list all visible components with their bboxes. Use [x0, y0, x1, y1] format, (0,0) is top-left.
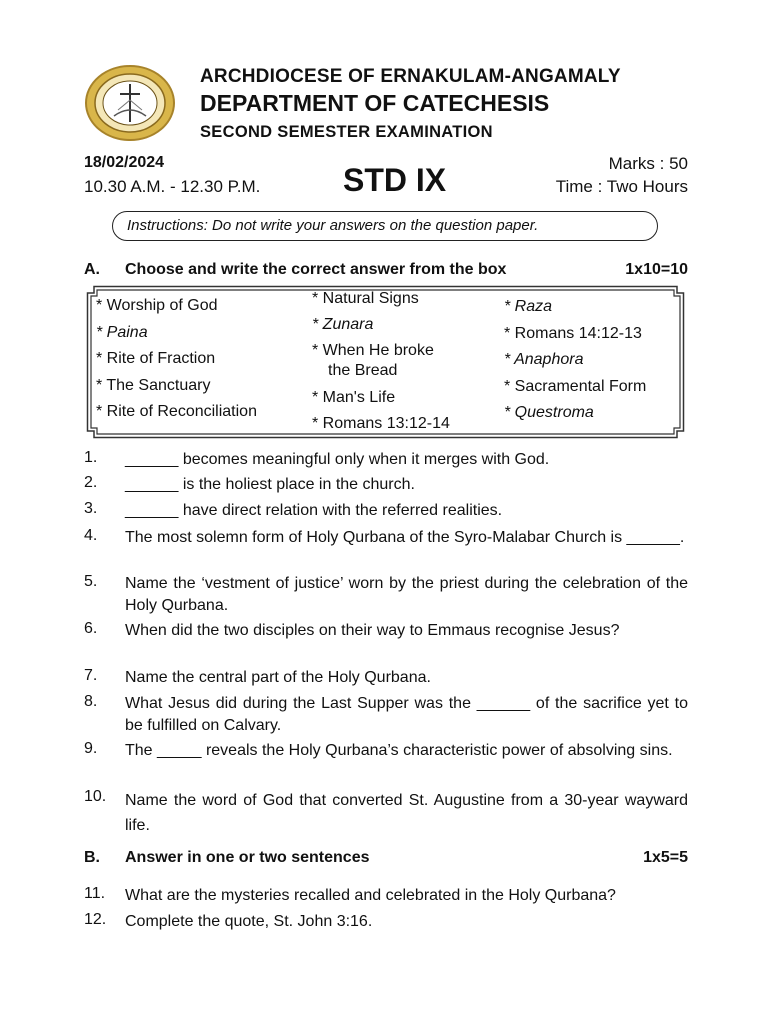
option-when-he-broke: * When He broke	[312, 342, 434, 359]
option-the-sanctuary: * The Sanctuary	[96, 376, 211, 394]
question-number: 7.	[84, 667, 98, 684]
question-number: 4.	[84, 527, 98, 544]
option-raza: * Raza	[504, 298, 553, 315]
section-b-title: Answer in one or two sentences	[125, 849, 370, 866]
question-number: 3.	[84, 500, 98, 517]
question-text: When did the two disciples on their way to Emmaus recognise Jesus?	[125, 622, 620, 639]
question-text: Name the word of God that converted St. Augustine from a 30-year wayward life.	[125, 792, 688, 834]
question-text: Name the central part of the Holy Qurbana.	[125, 669, 431, 686]
question-number: 6.	[84, 620, 98, 637]
section-a-title: Choose and write the correct answer from the box	[125, 261, 507, 278]
question-number: 5.	[84, 573, 98, 590]
option-questroma: * Questroma	[504, 404, 594, 421]
exam-title: SECOND SEMESTER EXAMINATION	[200, 123, 493, 141]
options-column-3	[504, 294, 646, 427]
option-anaphora: * Anaphora	[504, 351, 584, 368]
archdiocese-name: ARCHDIOCESE OF ERNAKULAM-ANGAMALY	[200, 66, 621, 87]
question-number: 11.	[84, 885, 106, 902]
question-text: ______ is the holiest place in the church.	[125, 476, 415, 493]
question-text: Name the ‘vestment of justice’ worn by the priest during the celebration of the Holy Qurbana.	[125, 575, 688, 614]
section-b-letter: B.	[84, 849, 100, 866]
archdiocese-seal	[84, 64, 176, 142]
question-number: 12.	[84, 911, 107, 928]
option-sacramental-form: * Sacramental Form	[504, 377, 647, 395]
section-a-letter: A.	[84, 261, 100, 278]
total-marks: Marks : 50	[608, 154, 688, 173]
option-zunara: * Zunara	[312, 316, 374, 333]
exam-date: 18/02/2024	[84, 154, 165, 171]
standard-label: STD IX	[343, 162, 447, 198]
option-romans-13: * Romans 13:12-14	[312, 415, 450, 432]
exam-time: 10.30 A.M. - 12.30 P.M.	[84, 177, 261, 196]
instructions-box: Instructions: Do not write your answers on the question paper.	[112, 211, 658, 241]
question-number: 8.	[84, 693, 98, 710]
section-a-marks: 1x10=10	[625, 261, 688, 278]
exam-duration: Time : Two Hours	[555, 177, 688, 196]
question-number: 9.	[84, 740, 98, 757]
question-text: The most solemn form of Holy Qurbana of the Syro-Malabar Church is ______.	[125, 529, 685, 546]
question-text: ______ becomes meaningful only when it merges with God.	[125, 451, 550, 468]
option-rite-of-reconciliation: * Rite of Reconciliation	[96, 403, 257, 420]
options-column-1	[96, 293, 257, 426]
question-text: ______ have direct relation with the referred realities.	[125, 502, 503, 519]
option-rite-of-fraction: * Rite of Fraction	[96, 350, 216, 367]
question-text: What Jesus did during the Last Supper was the ______ of the sacrifice yet to be fulfilled on Calvary.	[125, 695, 688, 734]
answer-options-box	[86, 285, 685, 439]
option-worship-of-god: * Worship of God	[96, 297, 218, 314]
question-text: The _____ reveals the Holy Qurbana’s characteristic power of absolving sins.	[125, 742, 673, 759]
option-natural-signs: * Natural Signs	[312, 290, 419, 307]
option-mans-life: * Man's Life	[312, 389, 396, 406]
question-number: 2.	[84, 474, 98, 491]
question-text: What are the mysteries recalled and celebrated in the Holy Qurbana?	[125, 887, 616, 904]
question-number: 10.	[84, 788, 107, 805]
question-number: 1.	[84, 449, 98, 466]
option-paina: * Paina	[96, 323, 148, 341]
option-romans-14: * Romans 14:12-13	[504, 324, 642, 342]
options-column-2	[312, 286, 450, 437]
option-the-bread: the Bread	[328, 362, 398, 379]
section-b-marks: 1x5=5	[643, 849, 688, 866]
department-title: DEPARTMENT OF CATECHESIS	[200, 90, 550, 116]
question-text: Complete the quote, St. John 3:16.	[125, 913, 373, 930]
